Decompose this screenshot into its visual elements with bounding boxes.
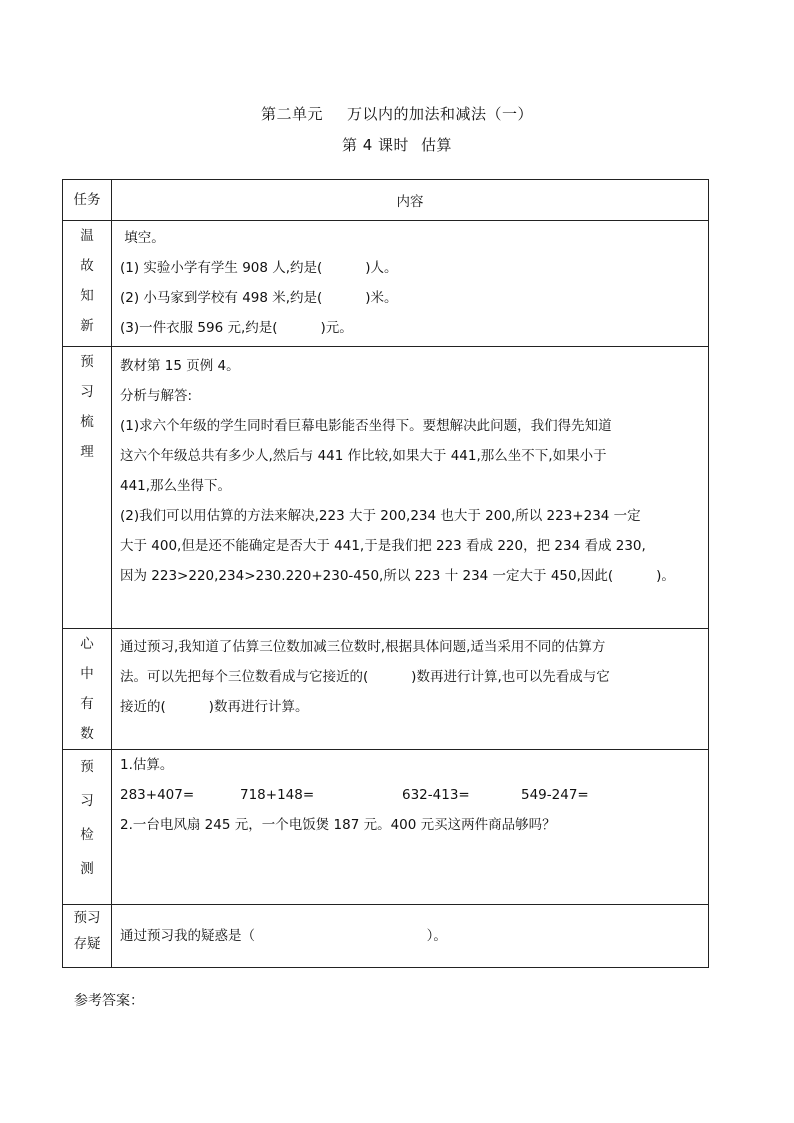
calc-item: 718+148=: [240, 787, 315, 803]
summary-line: 接近的( )数再进行计算。: [120, 699, 309, 715]
check-question: 2.一台电风扇 245 元，一个电饭煲 187 元。400 元买这两件商品够吗？: [120, 817, 556, 833]
table-row-review: [63, 221, 709, 347]
preview-line: (2)我们可以用估算的方法来解决,223 大于 200,234 也大于 200,所以 223+234 一定: [120, 508, 641, 524]
row-content-doubts: [112, 905, 709, 968]
preview-line: 分析与解答:: [120, 388, 193, 404]
lesson-name: 估算: [421, 136, 453, 154]
row-content-check: [112, 750, 709, 905]
preview-line: 大于 400,但是还不能确定是否大于 441,于是我们把 223 看成 220，把 234 看成 230,: [120, 538, 646, 554]
row-content-summary: [112, 629, 709, 750]
table-row-preview: [63, 347, 709, 629]
summary-line: 法。可以先把每个三位数看成与它接近的( )数再进行计算,也可以先看成与它: [120, 669, 610, 685]
preview-line: 这六个年级总共有多少人,然后与 441 作比较,如果大于 441,那么坐不下,如果小于: [120, 448, 607, 464]
table-row-doubts: [63, 905, 709, 968]
calc-item: 283+407=: [120, 787, 195, 803]
doubts-line: 通过预习我的疑惑是（ ）。: [120, 928, 447, 944]
unit-label: 第二单元: [260, 105, 323, 123]
row-label-preview: 预 习 梳 理: [63, 347, 112, 629]
summary-line: 通过预习,我知道了估算三位数加减三位数时,根据具体问题,适当采用不同的估算方: [120, 639, 606, 655]
unit-title: [0, 103, 794, 124]
lesson-number: 第 4 课时: [341, 136, 410, 154]
header-content: 内容: [112, 180, 709, 221]
preview-line: 因为 223>220,234>230.220+230-450,所以 223 十 234 一定大于 450,因此( )。: [120, 568, 675, 584]
row-content-preview: [112, 347, 709, 629]
answer-heading: 参考答案：: [74, 993, 144, 1009]
review-q1: (1) 实验小学有学生 908 人,约是( )人。: [120, 260, 398, 276]
unit-topic: 万以内的加法和减法（一）: [347, 105, 534, 123]
review-q2: (2) 小马家到学校有 498 米,约是( )米。: [120, 290, 398, 306]
row-label-check: 预 习 检 测: [63, 750, 112, 905]
table-row-check: [63, 750, 709, 905]
lesson-title: [0, 134, 794, 155]
check-heading: 1.估算。: [120, 757, 174, 773]
study-table: [62, 179, 709, 968]
table-header-row: [63, 180, 709, 221]
row-content-review: [112, 221, 709, 347]
preview-line: (1)求六个年级的学生同时看巨幕电影能否坐得下。要想解决此问题，我们得先知道: [120, 418, 612, 434]
preview-line: 441,那么坐得下。: [120, 478, 232, 494]
review-q3: (3)一件衣服 596 元,约是( )元。: [120, 320, 353, 336]
calc-item: 632-413=: [402, 787, 470, 803]
row-label-doubts: 预习 存疑: [63, 905, 112, 968]
header-task: 任务: [63, 180, 112, 221]
row-label-review: 温 故 知 新: [63, 221, 112, 347]
preview-line: 教材第 15 页例 4。: [120, 358, 240, 374]
table-row-summary: [63, 629, 709, 750]
calc-item: 549-247=: [521, 787, 589, 803]
review-heading: 填空。: [120, 230, 165, 246]
calc-row: [120, 780, 700, 810]
row-label-summary: 心 中 有 数: [63, 629, 112, 750]
